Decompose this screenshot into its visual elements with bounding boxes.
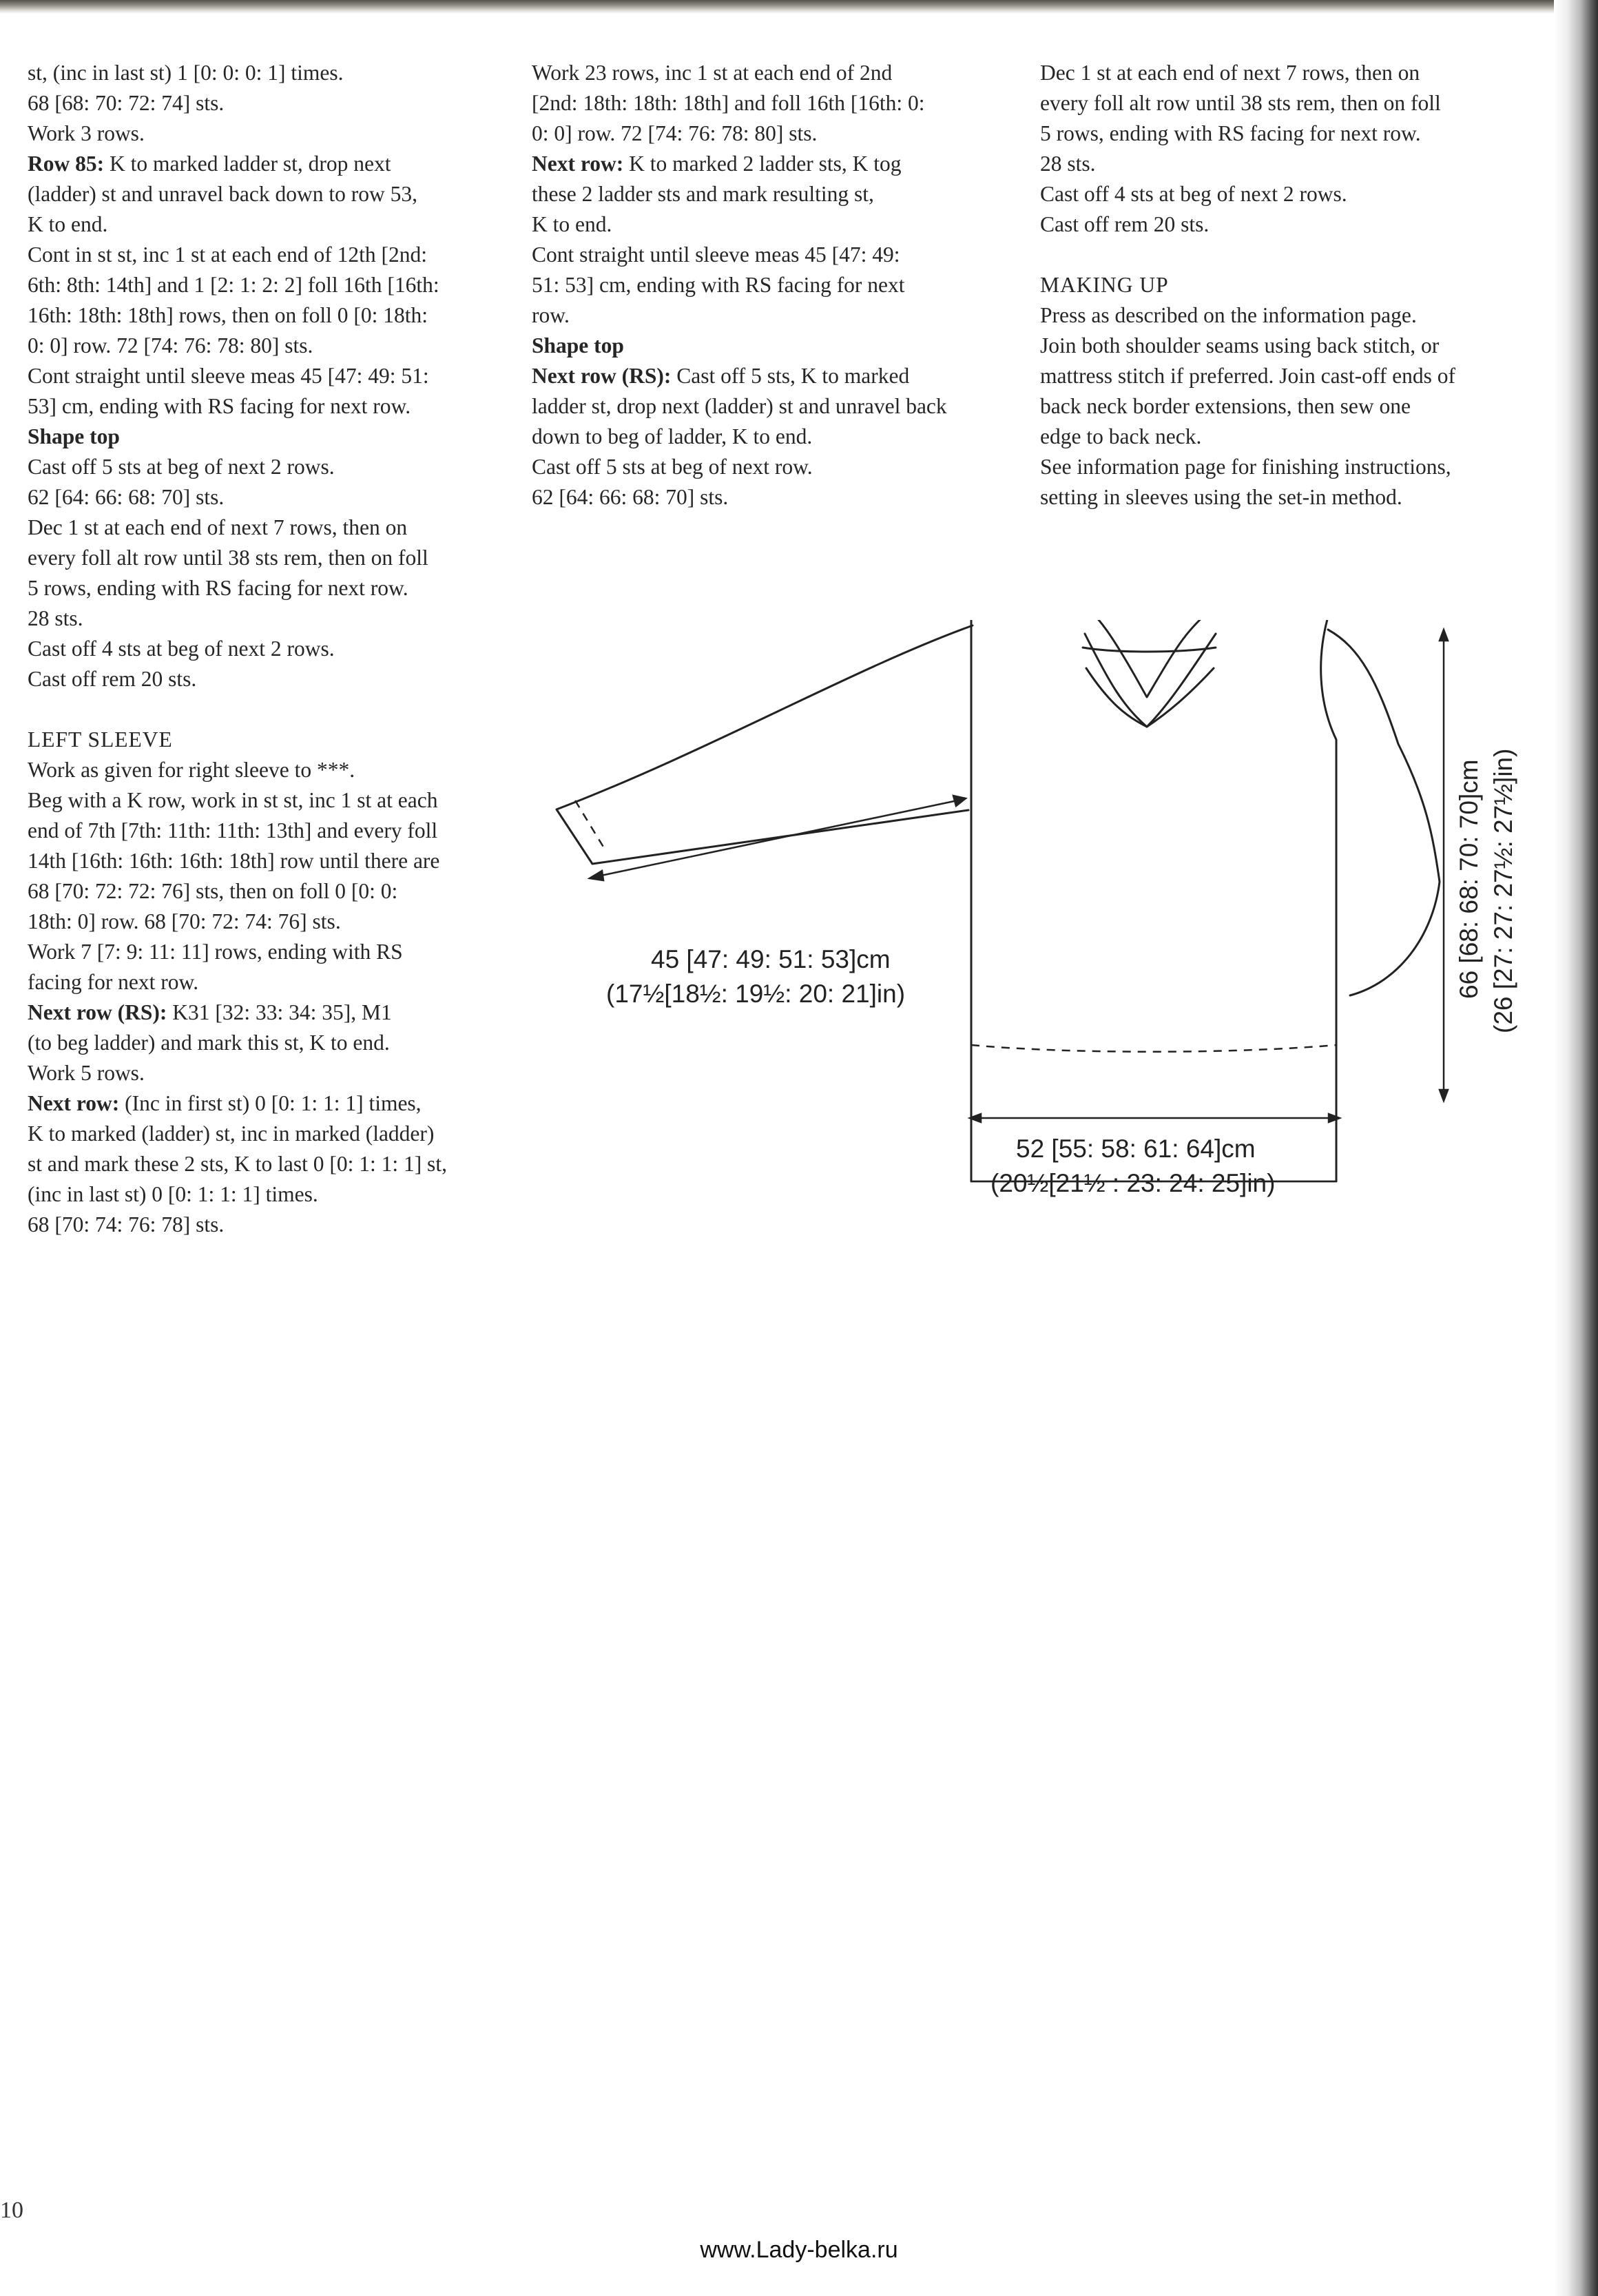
page-top-shadow — [0, 0, 1598, 14]
instruction-line: K to marked (ladder) st, inc in marked (ladder) — [28, 1121, 435, 1146]
sweater-schematic — [544, 620, 1522, 1212]
page-spine-shadow — [1554, 0, 1598, 2296]
instruction-line: 5 rows, ending with RS facing for next row. — [28, 576, 408, 600]
instruction-line: Cast off 4 sts at beg of next 2 rows. — [1040, 182, 1347, 206]
instruction-line: row. — [532, 303, 570, 327]
instruction-line: 18th: 0] row. 68 [70: 72: 74: 76] sts. — [28, 909, 341, 933]
instruction-line: K to end. — [532, 212, 612, 236]
paragraph-gap — [28, 694, 510, 725]
sleeve-arrow-head-right — [953, 796, 966, 806]
instruction-line: 68 [70: 72: 72: 76] sts, then on foll 0 [0: 0: — [28, 879, 398, 903]
instruction-line: every foll alt row until 38 sts rem, then on foll — [28, 546, 428, 570]
text-column-2 — [532, 58, 1014, 513]
instruction-line — [28, 1088, 510, 1119]
footer-url: www.Lady-belka.ru — [700, 2237, 898, 2263]
instruction-line: (inc in last st) 0 [0: 1: 1: 1] times. — [28, 1182, 318, 1206]
sleeve-arrow-head-left — [590, 871, 603, 880]
instruction-line: [2nd: 18th: 18th: 18th] and foll 16th [16th: 0: — [532, 91, 925, 115]
instruction-line: st, (inc in last st) 1 [0: 0: 0: 1] times. — [28, 61, 344, 85]
instruction-line: 14th [16th: 16th: 16th: 18th] row until there are — [28, 849, 440, 873]
instruction-line: st and mark these 2 sts, K to last 0 [0: 1: 1: 1] st, — [28, 1152, 447, 1176]
instruction-line: 5 rows, ending with RS facing for next row. — [1040, 121, 1421, 145]
sleeve-length-arrow-line — [598, 800, 957, 876]
instruction-line: Cast off rem 20 sts. — [28, 667, 197, 691]
instruction-line: 51: 53] cm, ending with RS facing for next — [532, 273, 905, 297]
width-cm-label: 52 [55: 58: 61: 64]cm — [1016, 1135, 1256, 1163]
shape-top-heading: Shape top — [28, 424, 120, 448]
making-up-heading: MAKING UP — [1040, 273, 1169, 297]
instruction-line: Beg with a K row, work in st st, inc 1 st at each — [28, 788, 438, 812]
length-cm-label: 66 [68: 68: 70: 70]cm — [1455, 759, 1483, 999]
instruction-line: Dec 1 st at each end of next 7 rows, then on — [1040, 61, 1420, 85]
next-row-label: Next row: — [532, 152, 624, 176]
sleeve-length-in-label: (17½[18½: 19½: 20: 21]in) — [606, 980, 906, 1008]
row-85-label: Row 85: — [28, 152, 105, 176]
length-arrow-head-top — [1440, 630, 1448, 641]
instruction-line: Cont in st st, inc 1 st at each end of 12th [2nd: — [28, 242, 428, 267]
instruction-line: Press as described on the information page. — [1040, 303, 1417, 327]
next-row-label: Next row: — [28, 1091, 120, 1115]
instruction-line: Cast off rem 20 sts. — [1040, 212, 1210, 236]
text-column-3 — [1040, 58, 1522, 513]
next-row-rs-label: Next row (RS): — [28, 1000, 167, 1024]
instruction-line: 68 [68: 70: 72: 74] sts. — [28, 91, 225, 115]
instruction-line: 68 [70: 74: 76: 78] sts. — [28, 1212, 225, 1237]
row-85-text: K to marked ladder st, drop next — [104, 152, 391, 176]
instruction-line: Work 23 rows, inc 1 st at each end of 2nd — [532, 61, 893, 85]
instruction-line: Cast off 4 sts at beg of next 2 rows. — [28, 637, 335, 661]
width-arrow-head-right — [1329, 1114, 1340, 1122]
instruction-line — [28, 149, 510, 179]
instruction-line: back neck border extensions, then sew one — [1040, 394, 1411, 418]
instruction-line — [532, 361, 1014, 391]
instruction-line: 0: 0] row. 72 [74: 76: 78: 80] sts. — [532, 121, 818, 145]
instruction-line: Cont straight until sleeve meas 45 [47: 49: — [532, 242, 900, 267]
instruction-line: K to end. — [28, 212, 108, 236]
instruction-line: Join both shoulder seams using back stitch, or — [1040, 333, 1440, 358]
neck-inner-line — [1086, 668, 1214, 727]
instruction-line — [28, 997, 510, 1028]
instruction-line: See information page for finishing instructions, — [1040, 455, 1451, 479]
right-sleeve-outline — [1328, 630, 1440, 995]
instruction-line: edge to back neck. — [1040, 424, 1202, 448]
text-column-1 — [28, 58, 510, 1240]
body-outline — [971, 620, 1336, 1181]
length-arrow-head-bottom — [1440, 1090, 1448, 1101]
instruction-line: ladder st, drop next (ladder) st and unravel back — [532, 394, 947, 418]
length-in-label: (26 [27: 27: 27½: 27½]in) — [1489, 748, 1517, 1033]
instruction-line: end of 7th [7th: 11th: 11th: 13th] and every foll — [28, 818, 438, 842]
instruction-line: (ladder) st and unravel back down to row 53, — [28, 182, 417, 206]
instruction-line: 16th: 18th: 18th] rows, then on foll 0 [0: 18th: — [28, 303, 428, 327]
left-sleeve-heading: LEFT SLEEVE — [28, 727, 173, 752]
instruction-line: these 2 ladder sts and mark resulting st, — [532, 182, 874, 206]
instruction-line: facing for next row. — [28, 970, 199, 994]
width-in-label: (20½[21½ : 23: 24: 25]in) — [990, 1169, 1276, 1197]
instruction-line: every foll alt row until 38 sts rem, then on foll — [1040, 91, 1441, 115]
left-sleeve-outline — [557, 625, 973, 864]
back-neck-line — [1083, 648, 1216, 652]
instruction-line: 28 sts. — [28, 606, 83, 630]
hem-rib-line — [971, 1045, 1336, 1052]
next-row-rs-text: K31 [32: 33: 34: 35], M1 — [167, 1000, 392, 1024]
paragraph-gap — [1040, 240, 1522, 270]
instruction-line: mattress stitch if preferred. Join cast-off ends of — [1040, 364, 1455, 388]
next-row-text: (Inc in first st) 0 [0: 1: 1: 1] times, — [119, 1091, 422, 1115]
next-row-text: K to marked 2 ladder sts, K tog — [623, 152, 902, 176]
instruction-line: Work as given for right sleeve to ***. — [28, 758, 355, 782]
next-row-rs-text: Cast off 5 sts, K to marked — [671, 364, 910, 388]
shape-top-heading: Shape top — [532, 333, 624, 358]
instruction-line: Cast off 5 sts at beg of next row. — [532, 455, 813, 479]
instruction-line: (to beg ladder) and mark this st, K to end. — [28, 1031, 390, 1055]
instruction-line: Dec 1 st at each end of next 7 rows, then on — [28, 515, 408, 539]
next-row-rs-label: Next row (RS): — [532, 364, 672, 388]
instruction-line: Cont straight until sleeve meas 45 [47: 49: 51: — [28, 364, 429, 388]
sleeve-length-cm-label: 45 [47: 49: 51: 53]cm — [651, 945, 891, 973]
instruction-line: Cast off 5 sts at beg of next 2 rows. — [28, 455, 335, 479]
instruction-line — [532, 149, 1014, 179]
instruction-line: 0: 0] row. 72 [74: 76: 78: 80] sts. — [28, 333, 313, 358]
instruction-line: Work 7 [7: 9: 11: 11] rows, ending with RS — [28, 940, 403, 964]
instruction-line: 62 [64: 66: 68: 70] sts. — [532, 485, 729, 509]
page-number: 10 — [0, 2197, 23, 2223]
instruction-line: 53] cm, ending with RS facing for next row. — [28, 394, 411, 418]
instruction-line: Work 5 rows. — [28, 1061, 145, 1085]
instruction-line: 28 sts. — [1040, 152, 1096, 176]
neck-outer-line — [1085, 634, 1216, 727]
instruction-line: setting in sleeves using the set-in method. — [1040, 485, 1402, 509]
instruction-line: 6th: 8th: 14th] and 1 [2: 1: 2: 2] foll 16th [16th: — [28, 273, 439, 297]
instruction-line: Work 3 rows. — [28, 121, 145, 145]
instruction-line: 62 [64: 66: 68: 70] sts. — [28, 485, 225, 509]
instruction-line: down to beg of ladder, K to end. — [532, 424, 813, 448]
